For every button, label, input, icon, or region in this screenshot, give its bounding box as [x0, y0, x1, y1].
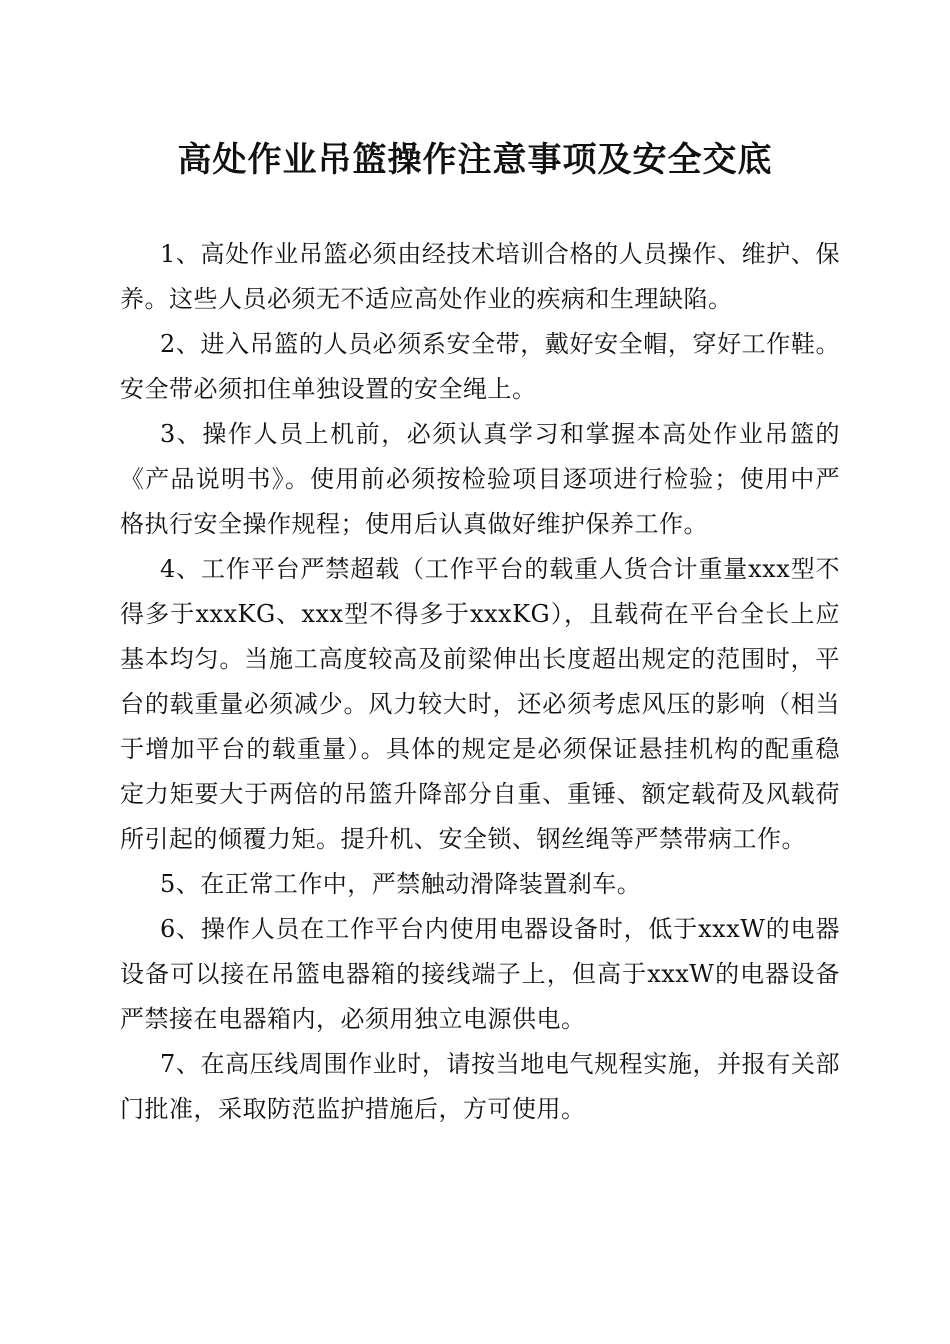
paragraph-6: 6、操作人员在工作平台内使用电器设备时，低于xxxW的电器设备可以接在吊篮电器箱的接线端子上，但高于xxxW的电器设备严禁接在电器箱内，必须用独立电源供电。 [120, 915, 840, 1033]
paragraph-4: 4、工作平台严禁超载（工作平台的载重人货合计重量xxx型不得多于xxxKG、xxx型不得多于xxxKG），且载荷在平台全长上应基本均匀。当施工高度较高及前梁伸出长度超出规定的范围时，平台的载重量必须减少。风力较大时，还必须考虑风压的影响（相当于增加平台的载重量）。具体的规定是必须保证悬挂机构的配重稳定力矩要大于两倍的吊篮升降部分自重、重锤、额定载荷及风载荷所引起的倾覆力矩。提升机、安全锁、钢丝绳等严禁带病工作。 [120, 555, 840, 853]
paragraph-3: 3、操作人员上机前，必须认真学习和掌握本高处作业吊篮的《产品说明书》。使用前必须按检验项目逐项进行检验；使用中严格执行安全操作规程；使用后认真做好维护保养工作。 [120, 420, 840, 538]
paragraph-5: 5、在正常工作中，严禁触动滑降装置刹车。 [160, 870, 642, 898]
paragraph-2: 2、进入吊篮的人员必须系安全带，戴好安全帽，穿好工作鞋。安全带必须扣住单独设置的安全绳上。 [120, 330, 840, 403]
document-body [120, 232, 840, 1132]
paragraph-7: 7、在高压线周围作业时，请按当地电气规程实施，并报有关部门批准，采取防范监护措施后，方可使用。 [120, 1050, 840, 1123]
paragraph-1: 1、高处作业吊篮必须由经技术培训合格的人员操作、维护、保养。这些人员必须无不适应高处作业的疾病和生理缺陷。 [120, 240, 840, 313]
document-title: 高处作业吊篮操作注意事项及安全交底 [177, 140, 773, 180]
